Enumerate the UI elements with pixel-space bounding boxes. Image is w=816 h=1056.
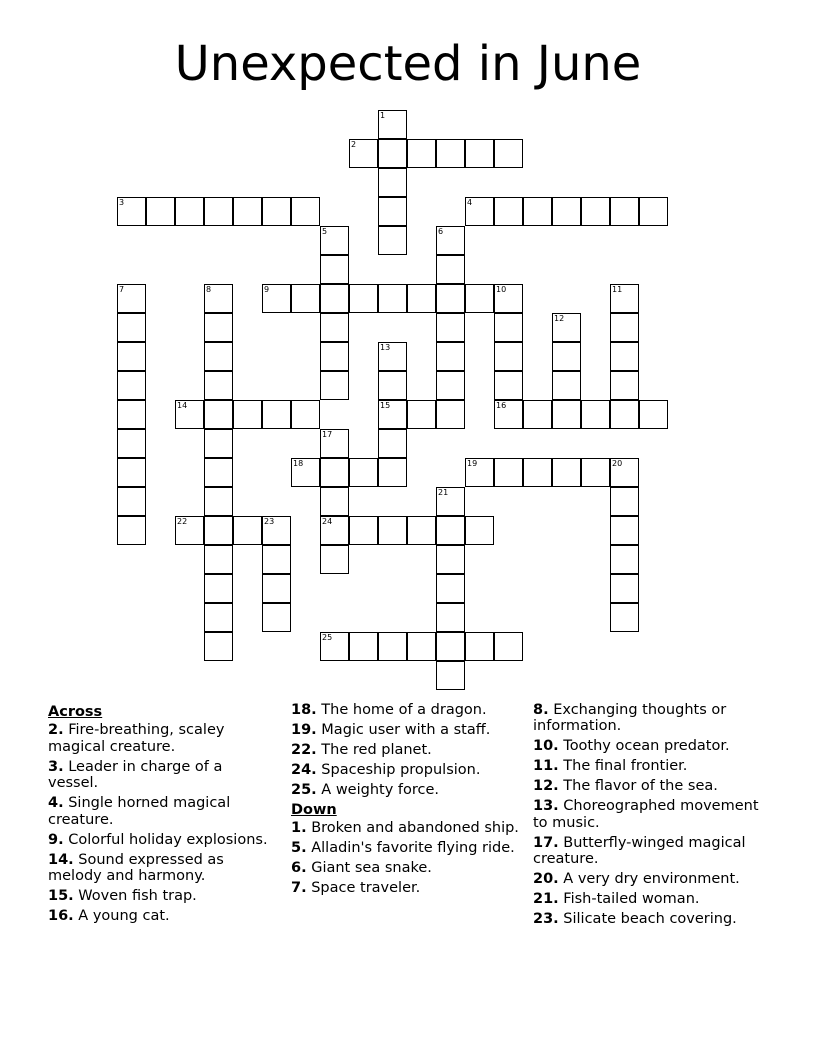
puzzle-title: Unexpected in June — [174, 36, 642, 92]
clue-text: A very dry environment. — [558, 871, 740, 888]
grid-cell[interactable] — [117, 429, 146, 458]
grid-cell[interactable] — [378, 632, 407, 661]
across-clue — [48, 908, 276, 924]
grid-cell[interactable] — [581, 458, 610, 487]
grid-cell[interactable] — [436, 632, 465, 661]
grid-cell[interactable] — [552, 458, 581, 487]
grid-cell[interactable] — [494, 284, 523, 313]
grid-cell[interactable] — [581, 400, 610, 429]
clue-column-3 — [533, 702, 761, 931]
grid-cell[interactable] — [117, 487, 146, 516]
clue-number: 20 — [612, 459, 623, 468]
grid-cell[interactable] — [291, 197, 320, 226]
clue-label-number: 17. — [533, 834, 559, 851]
grid-cell[interactable] — [436, 371, 465, 400]
clue-label-number: 23. — [533, 911, 559, 928]
clue-text: Sound expressed as melody and harmony. — [48, 851, 224, 885]
grid-cell[interactable] — [436, 487, 465, 516]
clue-number: 17 — [322, 430, 333, 439]
clue-number: 24 — [322, 517, 333, 526]
grid-cell[interactable] — [233, 197, 262, 226]
clue-text: Magic user with a staff. — [316, 722, 491, 738]
grid-cell[interactable] — [378, 458, 407, 487]
grid-cell[interactable] — [146, 197, 175, 226]
clue-label-number: 1. — [291, 820, 307, 837]
grid-cell[interactable] — [610, 487, 639, 516]
down-clue — [533, 702, 761, 735]
grid-cell[interactable] — [610, 197, 639, 226]
grid-cell[interactable] — [552, 342, 581, 371]
clue-number: 11 — [612, 285, 623, 294]
clue-column-1 — [48, 702, 276, 928]
down-clue — [533, 758, 761, 774]
grid-cell[interactable] — [436, 342, 465, 371]
grid-cell[interactable] — [465, 284, 494, 313]
grid-cell[interactable] — [436, 255, 465, 284]
clue-text: A young cat. — [73, 908, 170, 925]
clue-number: 3 — [119, 198, 125, 207]
clue-label-number: 4. — [48, 795, 64, 812]
grid-cell[interactable] — [378, 400, 407, 429]
clue-number: 6 — [438, 227, 444, 236]
grid-cell[interactable] — [494, 400, 523, 429]
grid-cell[interactable] — [552, 313, 581, 342]
grid-cell[interactable] — [378, 516, 407, 545]
clue-label-number: 13. — [533, 798, 559, 815]
grid-cell[interactable] — [494, 371, 523, 400]
grid-cell[interactable] — [378, 168, 407, 197]
clue-text: Alladin's favorite flying ride. — [306, 840, 515, 857]
grid-cell[interactable] — [262, 284, 291, 313]
grid-cell[interactable] — [610, 516, 639, 545]
grid-cell[interactable] — [552, 197, 581, 226]
clue-text: Leader in charge of a vessel. — [48, 758, 223, 792]
grid-cell[interactable] — [523, 458, 552, 487]
grid-cell[interactable] — [465, 516, 494, 545]
grid-cell[interactable] — [494, 342, 523, 371]
grid-cell[interactable] — [407, 139, 436, 168]
grid-cell[interactable] — [320, 313, 349, 342]
across-clue — [48, 759, 276, 792]
down-clue — [533, 871, 761, 887]
clue-label-number: 2. — [48, 722, 64, 739]
grid-cell[interactable] — [204, 313, 233, 342]
grid-cell[interactable] — [204, 545, 233, 574]
grid-cell[interactable] — [378, 284, 407, 313]
clue-text: The red planet. — [316, 742, 432, 758]
grid-cell[interactable] — [378, 342, 407, 371]
down-clue — [533, 738, 761, 754]
grid-cell[interactable] — [349, 284, 378, 313]
across-clue — [291, 762, 519, 778]
grid-cell[interactable] — [320, 342, 349, 371]
across-clue — [48, 888, 276, 904]
grid-cell[interactable] — [610, 284, 639, 313]
grid-cell[interactable] — [320, 632, 349, 661]
clue-text: Single horned magical creature. — [48, 795, 231, 828]
clue-label-number: 19. — [291, 722, 317, 738]
clue-number: 19 — [467, 459, 478, 468]
grid-cell[interactable] — [291, 284, 320, 313]
grid-cell[interactable] — [204, 371, 233, 400]
grid-cell[interactable] — [204, 487, 233, 516]
clue-number: 5 — [322, 227, 328, 236]
clue-label-number: 24. — [291, 762, 317, 778]
clue-text: Exchanging thoughts or information. — [533, 702, 727, 735]
grid-cell[interactable] — [233, 400, 262, 429]
grid-cell[interactable] — [436, 284, 465, 313]
clue-text: Fish-tailed woman. — [558, 891, 700, 908]
grid-cell[interactable] — [407, 632, 436, 661]
clue-label-number: 14. — [48, 851, 74, 868]
down-heading: Down — [291, 802, 337, 818]
grid-cell[interactable] — [523, 197, 552, 226]
clue-label-number: 20. — [533, 871, 559, 888]
clue-text: Fire-breathing, scaley magical creature. — [48, 722, 225, 755]
clue-label-number: 6. — [291, 860, 307, 877]
grid-cell[interactable] — [204, 400, 233, 429]
clue-label-number: 3. — [48, 758, 64, 775]
clue-number: 10 — [496, 285, 507, 294]
down-clue — [533, 891, 761, 907]
down-clue — [533, 911, 761, 927]
clue-number: 21 — [438, 488, 449, 497]
clue-text: Choreographed movement to music. — [533, 798, 759, 831]
clue-label-number: 5. — [291, 840, 307, 857]
clue-number: 4 — [467, 198, 473, 207]
grid-cell[interactable] — [349, 632, 378, 661]
grid-cell[interactable] — [204, 342, 233, 371]
clue-label-number: 7. — [291, 880, 307, 897]
across-clue — [48, 722, 276, 755]
grid-cell[interactable] — [494, 632, 523, 661]
across-clue — [291, 782, 519, 798]
grid-cell[interactable] — [610, 313, 639, 342]
grid-cell[interactable] — [117, 313, 146, 342]
down-clue — [533, 835, 761, 868]
clue-label-number: 10. — [533, 738, 559, 755]
grid-cell[interactable] — [175, 516, 204, 545]
grid-cell[interactable] — [204, 632, 233, 661]
clue-number: 8 — [206, 285, 212, 294]
clue-number: 9 — [264, 285, 270, 294]
clue-label-number: 15. — [48, 888, 74, 905]
clue-column-2 — [291, 702, 519, 900]
clue-number: 13 — [380, 343, 391, 352]
grid-cell[interactable] — [349, 139, 378, 168]
grid-cell[interactable] — [204, 603, 233, 632]
grid-cell[interactable] — [349, 516, 378, 545]
grid-cell[interactable] — [378, 371, 407, 400]
grid-cell[interactable] — [639, 197, 668, 226]
grid-cell[interactable] — [378, 110, 407, 139]
grid-cell[interactable] — [320, 255, 349, 284]
grid-cell[interactable] — [436, 661, 465, 690]
clue-number: 22 — [177, 517, 188, 526]
clue-number: 7 — [119, 285, 125, 294]
clue-text: Giant sea snake. — [306, 860, 432, 877]
across-clue — [291, 722, 519, 738]
grid-cell[interactable] — [175, 400, 204, 429]
grid-cell[interactable] — [378, 429, 407, 458]
grid-cell[interactable] — [552, 400, 581, 429]
grid-cell[interactable] — [117, 284, 146, 313]
clue-label-number: 8. — [533, 702, 549, 718]
grid-cell[interactable] — [639, 400, 668, 429]
clue-text: The flavor of the sea. — [558, 778, 718, 795]
grid-cell[interactable] — [378, 226, 407, 255]
grid-cell[interactable] — [494, 139, 523, 168]
grid-cell[interactable] — [320, 516, 349, 545]
grid-cell[interactable] — [117, 371, 146, 400]
clue-label-number: 18. — [291, 702, 317, 718]
across-clue — [291, 742, 519, 758]
grid-cell[interactable] — [320, 226, 349, 255]
grid-cell[interactable] — [436, 574, 465, 603]
clue-text: Butterfly-winged magical creature. — [533, 834, 746, 868]
grid-cell[interactable] — [117, 458, 146, 487]
grid-cell[interactable] — [407, 516, 436, 545]
clue-number: 23 — [264, 517, 275, 526]
grid-cell[interactable] — [610, 458, 639, 487]
grid-cell[interactable] — [204, 458, 233, 487]
clue-number: 16 — [496, 401, 507, 410]
down-clue — [291, 820, 519, 836]
grid-cell[interactable] — [494, 313, 523, 342]
grid-cell[interactable] — [262, 545, 291, 574]
clue-label-number: 21. — [533, 891, 559, 908]
across-clue — [48, 832, 276, 848]
clue-number: 1 — [380, 111, 386, 120]
grid-cell[interactable] — [436, 603, 465, 632]
across-clue — [291, 702, 519, 718]
grid-cell[interactable] — [291, 400, 320, 429]
clue-label-number: 16. — [48, 908, 74, 925]
grid-cell[interactable] — [407, 284, 436, 313]
clue-number: 2 — [351, 140, 357, 149]
grid-cell[interactable] — [436, 313, 465, 342]
grid-cell[interactable] — [407, 400, 436, 429]
grid-cell[interactable] — [378, 139, 407, 168]
grid-cell[interactable] — [320, 284, 349, 313]
clue-label-number: 9. — [48, 831, 64, 848]
grid-cell[interactable] — [262, 603, 291, 632]
clue-text: Woven fish trap. — [73, 888, 197, 905]
grid-cell[interactable] — [610, 574, 639, 603]
grid-cell[interactable] — [610, 545, 639, 574]
grid-cell[interactable] — [610, 603, 639, 632]
clue-text: Silicate beach covering. — [558, 911, 737, 928]
grid-cell[interactable] — [494, 197, 523, 226]
grid-cell[interactable] — [523, 400, 552, 429]
clue-text: Colorful holiday explosions. — [63, 831, 268, 848]
grid-cell[interactable] — [204, 284, 233, 313]
clue-text: Broken and abandoned ship. — [306, 820, 519, 837]
clue-number: 15 — [380, 401, 391, 410]
grid-cell[interactable] — [436, 226, 465, 255]
clue-text: Space traveler. — [306, 880, 421, 897]
grid-cell[interactable] — [175, 197, 204, 226]
grid-cell[interactable] — [610, 400, 639, 429]
clue-number: 18 — [293, 459, 304, 468]
grid-cell[interactable] — [610, 371, 639, 400]
grid-cell[interactable] — [117, 400, 146, 429]
across-clue — [48, 852, 276, 885]
grid-cell[interactable] — [117, 342, 146, 371]
grid-cell[interactable] — [320, 545, 349, 574]
clue-label-number: 22. — [291, 742, 317, 758]
grid-cell[interactable] — [581, 197, 610, 226]
grid-cell[interactable] — [465, 197, 494, 226]
grid-cell[interactable] — [436, 545, 465, 574]
grid-cell[interactable] — [465, 458, 494, 487]
clue-label-number: 12. — [533, 778, 559, 795]
grid-cell[interactable] — [204, 197, 233, 226]
grid-cell[interactable] — [436, 139, 465, 168]
clue-text: The home of a dragon. — [316, 702, 487, 718]
grid-cell[interactable] — [378, 197, 407, 226]
grid-cell[interactable] — [233, 516, 262, 545]
grid-cell[interactable] — [436, 516, 465, 545]
grid-cell[interactable] — [204, 574, 233, 603]
clue-label-number: 25. — [291, 782, 317, 798]
grid-cell[interactable] — [320, 371, 349, 400]
grid-cell[interactable] — [117, 197, 146, 226]
down-clue — [291, 860, 519, 876]
grid-cell[interactable] — [204, 429, 233, 458]
clue-text: The final frontier. — [558, 758, 688, 775]
clue-number: 25 — [322, 633, 333, 642]
grid-cell[interactable] — [262, 400, 291, 429]
grid-cell[interactable] — [610, 342, 639, 371]
grid-cell[interactable] — [262, 197, 291, 226]
grid-cell[interactable] — [465, 632, 494, 661]
clue-text: A weighty force. — [316, 782, 440, 798]
grid-cell[interactable] — [291, 458, 320, 487]
grid-cell[interactable] — [494, 458, 523, 487]
grid-cell[interactable] — [320, 429, 349, 458]
clue-label-number: 11. — [533, 758, 559, 775]
grid-cell[interactable] — [117, 516, 146, 545]
grid-cell[interactable] — [436, 400, 465, 429]
down-clue — [533, 798, 761, 831]
across-heading: Across — [48, 704, 103, 720]
down-clue — [291, 880, 519, 896]
grid-cell[interactable] — [320, 487, 349, 516]
grid-cell[interactable] — [262, 574, 291, 603]
clue-number: 14 — [177, 401, 188, 410]
grid-cell[interactable] — [552, 371, 581, 400]
across-clue — [48, 795, 276, 828]
grid-cell[interactable] — [465, 139, 494, 168]
clue-text: Spaceship propulsion. — [316, 762, 481, 778]
grid-cell[interactable] — [320, 458, 349, 487]
clue-text: Toothy ocean predator. — [558, 738, 730, 755]
down-clue — [291, 840, 519, 856]
down-clue — [533, 778, 761, 794]
grid-cell[interactable] — [204, 516, 233, 545]
grid-cell[interactable] — [349, 458, 378, 487]
clue-number: 12 — [554, 314, 565, 323]
grid-cell[interactable] — [262, 516, 291, 545]
